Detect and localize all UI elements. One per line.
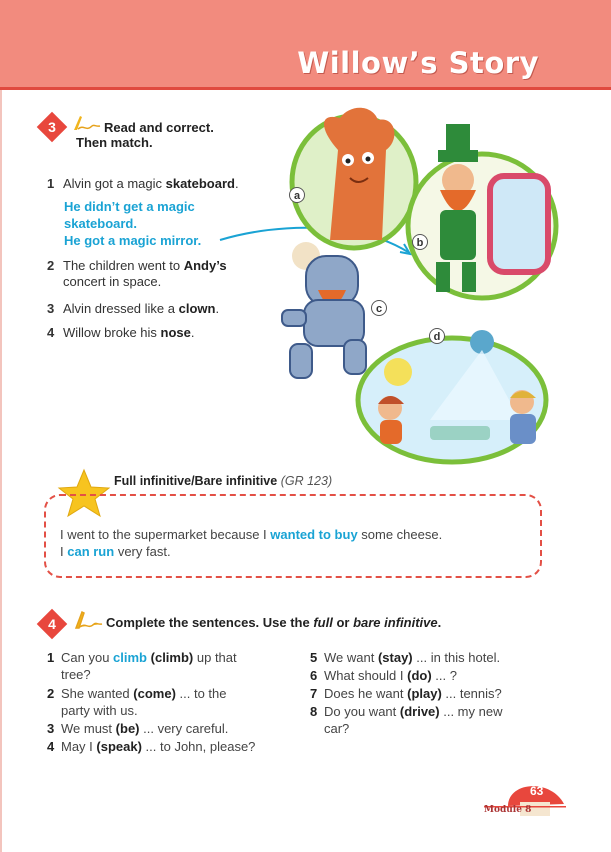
item-verb: (climb) [150,650,194,665]
ex4-item-7 [310,685,550,702]
item-text-line2: car? [324,721,350,736]
ex4-item-5 [310,649,550,666]
ex4-item-8 [310,703,542,737]
item-text-end: . [234,176,239,191]
instruction-bare: bare infinitive [353,615,438,630]
item-number: 7 [310,686,318,701]
item-text: She wanted [61,686,134,701]
picture-label-a: a [293,190,301,202]
instruction-line-1: Read and correct. [104,120,214,135]
picture-label-c: c [375,303,383,315]
example-text: I [60,544,68,559]
item-verb: (drive) [399,704,440,719]
item-number: 2 [47,686,55,701]
item-number: 2 [47,258,55,273]
page-title: Willow’s Story [297,46,539,80]
item-text-line2: party with us. [61,703,138,718]
item-text-line2: tree? [61,667,91,682]
picture-d-concert [358,330,546,462]
example-text-end: very fast. [114,544,171,559]
item-keyword: skateboard [165,176,235,191]
answer-line-3: He got a magic mirror. [64,233,202,248]
item-verb: (stay) [377,650,413,665]
item-text-end: ... ? [431,668,457,683]
item-text: We want [324,650,378,665]
item-text-end: ... in this hotel. [412,650,501,665]
ex4-item-2 [47,685,279,719]
item-verb: (speak) [96,739,142,754]
item-number: 8 [310,704,318,719]
module-label: Module 8 [484,805,532,815]
picture-b-leprechaun [408,124,556,298]
item-number: 1 [47,650,55,665]
picture-a-tree [292,108,416,248]
example-text: I went to the supermarket because I [60,527,271,542]
item-number: 4 [47,325,55,340]
example-text-end: some cheese. [357,527,443,542]
ex4-item-6 [310,667,550,684]
item-keyword: Andy’s [183,258,227,273]
item-verb: (play) [407,686,442,701]
instruction-or: or [332,615,354,630]
item-number: 3 [47,721,55,736]
picture-label-d: d [433,331,441,343]
item-text: May I [61,739,97,754]
grammar-title [114,474,332,488]
item-verb: (come) [133,686,176,701]
ex4-item-4 [47,738,287,755]
item-number: 5 [310,650,318,665]
grammar-title-text: Full infinitive/Bare infinitive [114,474,278,488]
page-footer [484,776,566,820]
item-text-end: ... very careful. [139,721,229,736]
item-text: Do you want [324,704,400,719]
grammar-reference: (GR 123) [280,474,333,488]
item-keyword: nose [160,325,191,340]
item-text: Does he want [324,686,408,701]
item-text: Alvin got a magic [63,176,166,191]
item-text-end: ... to the [175,686,227,701]
instruction-text: Complete the sentences. Use the [106,615,314,630]
item-text-end: . [215,301,220,316]
ex4-item-1 [47,649,279,683]
item-number: 6 [310,668,318,683]
item-text-end: up that [193,650,237,665]
item-number: 4 [47,739,55,754]
picture-c-knight [282,242,366,378]
item-text-end: ... tennis? [441,686,502,701]
page-number: 63 [530,784,544,798]
item-text-end: . [190,325,195,340]
item-text-line2: concert in space. [63,274,162,289]
item-verb: (be) [115,721,140,736]
example-highlight: wanted to buy [270,527,358,542]
answer-line-2: skateboard. [64,216,137,231]
answer-line-1: He didn’t get a magic [64,199,195,214]
grammar-example-2 [60,544,171,559]
ex4-item-3 [47,720,279,737]
item-answer: climb [113,650,148,665]
item-number: 3 [47,301,55,316]
pencil-icon [76,612,102,628]
picture-label-b: b [416,237,424,249]
exercise-3-number: 3 [40,115,64,139]
item-text-end: ... my new [439,704,503,719]
example-highlight: can run [67,544,115,559]
exercise-4-instruction [106,615,441,631]
item-text: What should I [324,668,408,683]
exercise-4-number: 4 [40,612,64,636]
item-text-end: ... to John, please? [141,739,256,754]
instruction-end: . [437,615,442,630]
item-keyword: clown [178,301,216,316]
item-text: We must [61,721,116,736]
grammar-example-1 [60,527,442,542]
item-text: Willow broke his [63,325,161,340]
item-verb: (do) [407,668,432,683]
instruction-line-2: Then match. [76,135,153,150]
instruction-full: full [313,615,333,630]
item-text: The children went to [63,258,184,273]
item-text: Can you [61,650,114,665]
item-number: 1 [47,176,55,191]
item-text: Alvin dressed like a [63,301,179,316]
